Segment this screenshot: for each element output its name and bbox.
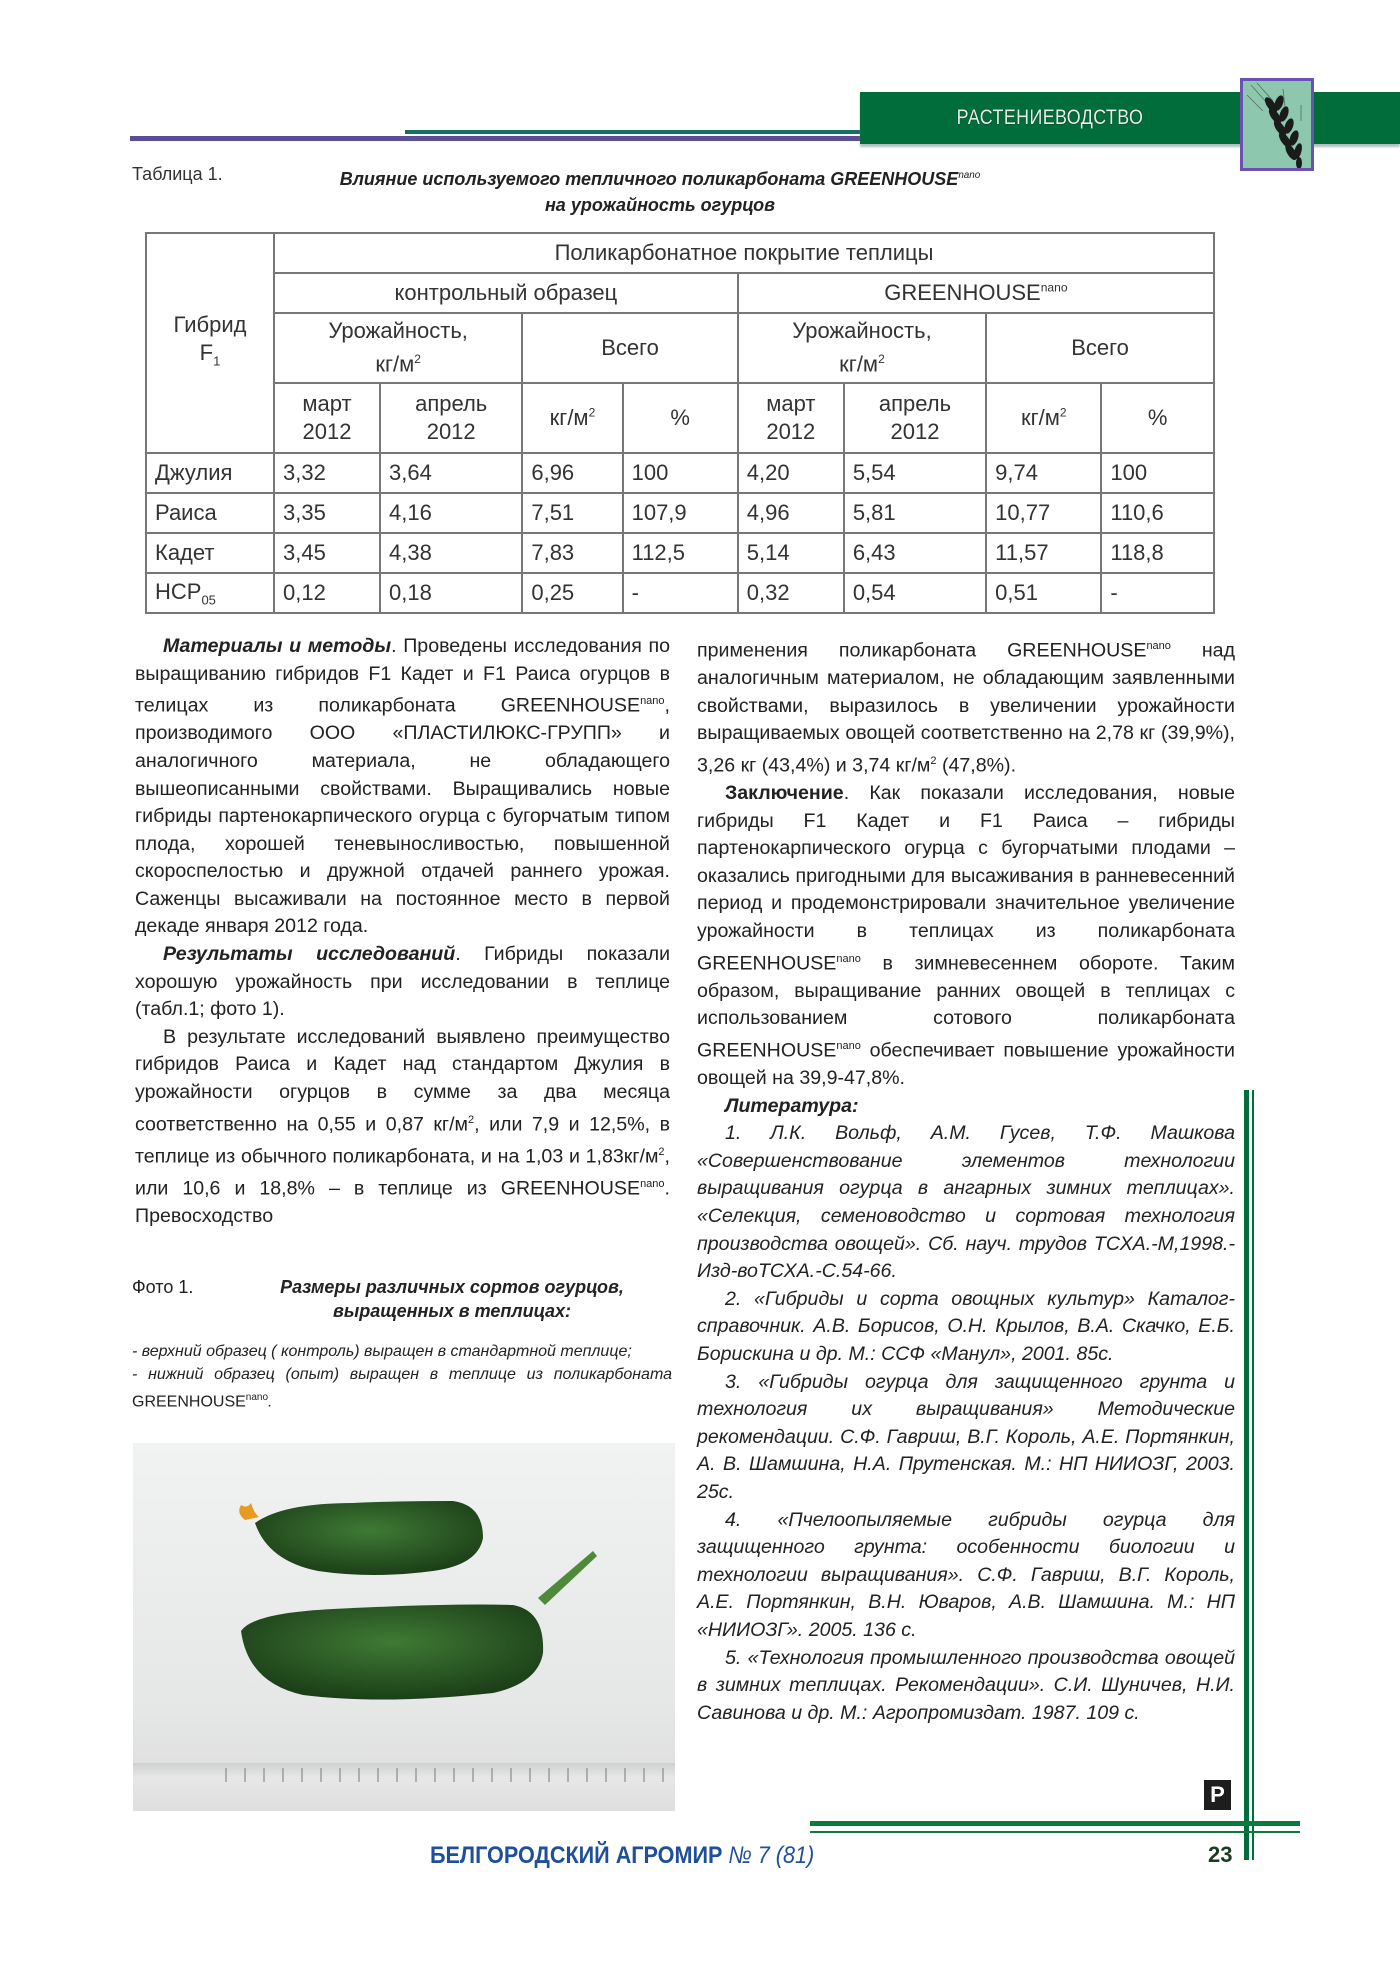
header-mar: март 2012 (274, 383, 380, 453)
cell: 100 (623, 453, 738, 493)
cell: 6,43 (844, 533, 986, 573)
article-end-mark: P (1204, 1780, 1231, 1810)
cell: 7,83 (522, 533, 622, 573)
photo-note: - верхний образец ( контроль) выращен в стандартной теплице; (132, 1343, 632, 1360)
cell: 5,81 (844, 493, 986, 533)
cucumbers-image (133, 1443, 675, 1811)
page-number: 23 (1208, 1842, 1233, 1867)
footer-rule (810, 1821, 1300, 1826)
yield-table (145, 232, 1215, 614)
cell: 4,96 (738, 493, 844, 533)
header-pct: % (623, 383, 738, 453)
cell: 107,9 (623, 493, 738, 533)
journal-name: БЕЛГОРОДСКИЙ АГРОМИР № 7 (81) (430, 1842, 815, 1869)
cucumber-small (255, 1501, 483, 1575)
cell: 5,14 (738, 533, 844, 573)
cell: - (623, 573, 738, 613)
paragraph-results: Результаты исследований. Гибриды показали хорошую урожайность при исследовании в теплице (табл.1; фото 1). (135, 943, 671, 1021)
header-kgm: $кг/м^2$ (986, 383, 1101, 453)
cell: 0,12 (274, 573, 380, 613)
cell: 4,16 (380, 493, 522, 533)
cell: 4,20 (738, 453, 844, 493)
header-rule-teal (405, 130, 865, 134)
cucumber-photo (133, 1443, 675, 1811)
header-control: контрольный образец (274, 273, 738, 313)
cell: 0,32 (738, 573, 844, 613)
header-greenhouse: $GREENHOUSE^{nano}$ (738, 273, 1214, 313)
references-heading: Литература: (725, 1094, 859, 1117)
cell: 0,51 (986, 573, 1101, 613)
cell: 4,38 (380, 533, 522, 573)
left-column (135, 633, 670, 1231)
margin-bar (1244, 1090, 1249, 1860)
table-row (146, 533, 1214, 573)
photo-note: - нижний образец (опыт) выращен в теплице из поликарбоната $GREENHOUSE^{nano}$. (132, 1366, 672, 1411)
header-total-greenhouse: Всего (986, 313, 1214, 383)
cell: - (1101, 573, 1214, 613)
row-label: Кадет (146, 533, 274, 573)
cell: 112,5 (623, 533, 738, 573)
cell: 0,25 (522, 573, 622, 613)
cucumber-stem (538, 1551, 597, 1605)
row-label: Раиса (146, 493, 274, 533)
cell: 3,35 (274, 493, 380, 533)
cucumber-large (241, 1605, 543, 1700)
cell: 100 (1101, 453, 1214, 493)
table-title: Влияние используемого тепличного поликарбоната $GREENHOUSE^{nano}$ на урожайность огурцов (339, 169, 981, 215)
header-total-control: Всего (522, 313, 737, 383)
cell: 0,18 (380, 573, 522, 613)
header-kgm: $кг/м^2$ (522, 383, 622, 453)
cell: 5,54 (844, 453, 986, 493)
cell: 6,96 (522, 453, 622, 493)
cell: 7,51 (522, 493, 622, 533)
header-apr: апрель 2012 (380, 383, 522, 453)
photo-title: Размеры различных сортов огурцов, выращенных в теплицах: (280, 1277, 624, 1321)
header-mar: март 2012 (738, 383, 844, 453)
cell: 110,6 (1101, 493, 1214, 533)
header-rule-purple (130, 136, 860, 141)
cell: 11,57 (986, 533, 1101, 573)
reference-item: 3. «Гибриды огурца для защищенного грунта и технология их выращивания» Методические рекомендации. С.Ф. Гавриш, В.Г. Король, А.Е. Портянкин, А. В. Шамшина, Н.А. Прутенская. М.: НП НИИОЗГ, 2003. 25с. (697, 1370, 1235, 1503)
header-yield-control: Урожайность, $кг/м^2$ (274, 313, 522, 383)
reference-item: 2. «Гибриды и сорта овощных культур» Каталог-справочник. А.В. Борисов, О.Н. Крылов, В.А. Скачко, Е.Б. Борискина и др. М.: ССФ «Манул», 2001. 85с. (697, 1287, 1235, 1365)
margin-bar-thin (1252, 1090, 1254, 1860)
table-label: Таблица 1. (132, 164, 223, 184)
cell: 9,74 (986, 453, 1101, 493)
cell: 10,77 (986, 493, 1101, 533)
photo-label: Фото 1. (132, 1277, 194, 1297)
row-label: $НСР_{05}$ (146, 573, 274, 613)
paragraph-findings: В результате исследований выявлено преимущество гибридов Раиса и Кадет над стандартом Джулия в урожайности огурцов в сумме за два месяца соответственно на 0,55 и 0,87 $кг/м^2$, или 7,9 и 12,5%, в теплице из обычного поликарбоната, и на 1,03 и $1,83кг/м^2$, или 10,6 и 18,8% – в теплице из $GREENHOUSE^{nano}$. Превосходство (135, 1025, 670, 1227)
cell: 3,32 (274, 453, 380, 493)
cell: 118,8 (1101, 533, 1214, 573)
table-row (146, 453, 1214, 493)
cell: 3,45 (274, 533, 380, 573)
photo-notes (132, 1340, 672, 1413)
photo-caption (132, 1275, 672, 1323)
header-apr: апрель 2012 (844, 383, 986, 453)
reference-item: 5. «Технология промышленного производства овощей в зимних теплицах. Рекомендации». С.И. Шуничев, Н.И. Савинова и др. М.: Агропромиздат. 1987. 109 с. (697, 1646, 1235, 1724)
row-label: Джулия (146, 453, 274, 493)
header-pct: % (1101, 383, 1214, 453)
paragraph-conclusion: Заключение. Как показали исследования, новые гибриды F1 Кадет и F1 Раиса – гибриды партенокарпического огурца с бугорчатыми плодами – оказались пригодными для высаживания в ранневесенний период и продемонстрировали значительное увеличение урожайности в теплицах из поликарбоната $GREENHOUSE^{nano}$ в зимневесеннем обороте. Таким образом, выращивание ранних овощей в теплицах с использованием сотового поликарбоната $GREENHOUSE^{nano}$ обеспечивает повышение урожайности овощей на 39,9-47,8%. (697, 782, 1235, 1090)
section-logo (1240, 78, 1314, 171)
table-row (146, 573, 1214, 613)
header-yield-greenhouse: Урожайность, $кг/м^2$ (738, 313, 986, 383)
section-title: РАСТЕНИЕВОДСТВО (956, 106, 1144, 129)
cell: 3,64 (380, 453, 522, 493)
ruler-ticks (225, 1768, 670, 1782)
wheat-ear-icon (1243, 81, 1311, 168)
header-hybrid: Гибрид $F_1$ (146, 233, 274, 453)
right-column (697, 633, 1235, 1727)
flower-remnant (239, 1503, 259, 1520)
table-row (146, 493, 1214, 533)
cell: 0,54 (844, 573, 986, 613)
header-group: Поликарбонатное покрытие теплицы (274, 233, 1214, 273)
references (697, 1093, 1235, 1728)
paragraph-continued: применения поликарбоната $GREENHOUSE^{nano}$ над аналогичным материалом, не обладающим заявленными свойствами, выразилось в увеличении урожайности выращиваемых овощей соответственно на 2,78 кг (39,9%), 3,26 кг (43,4%) и 3,74 $кг/м^2$ (47,8%). (697, 639, 1235, 777)
footer-rule-thin (810, 1831, 1300, 1833)
paragraph-methods: Материалы и методы. Проведены исследования по выращиванию гибридов F1 Кадет и F1 Раиса огурцов в телицах из поликарбоната $GREENHOUSE^{nano}$, производимого ООО «ПЛАСТИЛЮКС-ГРУПП» и аналогичного материала, не обладающего вышеописанными свойствами. Выращивались новые гибриды партенокарпического огурца с бугорчатым типом плода, хорошей теневыносливостью, повышенной скороспелостью и дружной отдачей раннего урожая. Саженцы высаживали на постоянное место в первой декаде января 2012 года. (135, 635, 671, 938)
reference-item: 1. Л.К. Вольф, А.М. Гусев, Т.Ф. Машкова «Совершенствование элементов технологии выращивания огурца в ангарных зимних теплицах». «Селекция, семеноводство и сортовая технология производства овощей». Сб. науч. трудов ТСХА.-М,1998.-Изд-воТСХА.-С.54-66. (697, 1122, 1235, 1283)
reference-item: 4. «Пчелоопыляемые гибриды огурца для защищенного грунта: особенности биологии и технологии выращивания». С.Ф. Гавриш, В.Г. Король, А.Е. Портянкин, В.Н. Юваров, А.В. Шамшина. М.: НП «НИИОЗГ». 2005. 136 с. (697, 1508, 1235, 1641)
